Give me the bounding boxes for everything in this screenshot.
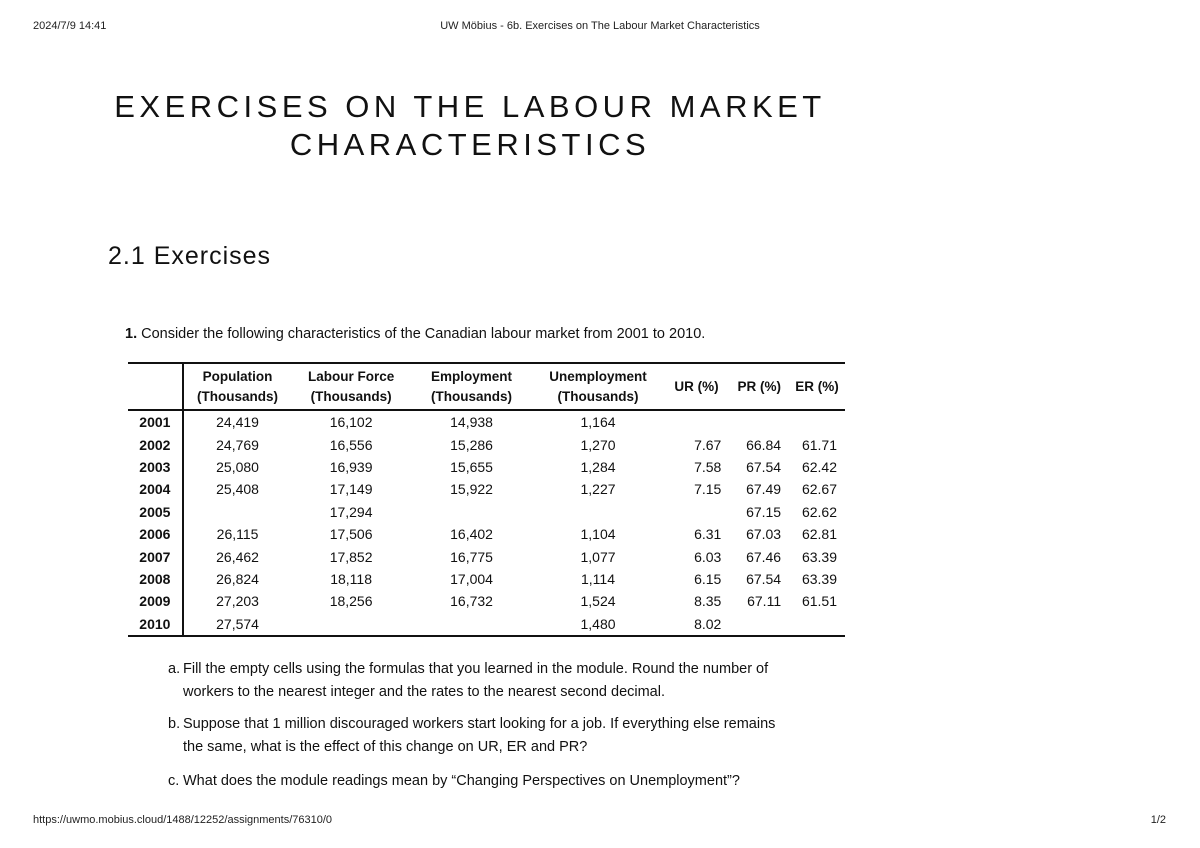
table-cell-er: 62.42 xyxy=(801,458,837,475)
subquestion-a-line2: workers to the nearest integer and the rates to the nearest second decimal. xyxy=(183,684,665,700)
subquestion-b-line2: the same, what is the effect of this change on UR, ER and PR? xyxy=(183,739,588,755)
table-header-pr: PR (%) xyxy=(729,363,789,410)
table-cell-year: 2001 xyxy=(128,410,183,433)
table-header-unemployment: Unemployment (Thousands) xyxy=(532,363,664,410)
table-cell-ur: 6.03 xyxy=(694,548,722,565)
table-cell-labour-force: 16,102 xyxy=(329,414,373,431)
subquestion-a-label: a. xyxy=(168,661,181,677)
table-cell-year: 2004 xyxy=(128,478,183,500)
table-cell-er xyxy=(789,613,845,636)
table-cell-pr: 67.15 xyxy=(746,503,782,520)
table-cell-employment: 16,732 xyxy=(450,593,493,610)
table-cell-pr: 67.49 xyxy=(746,481,782,498)
table-cell-year: 2009 xyxy=(128,590,183,612)
print-page-number: 1/2 xyxy=(1150,814,1166,826)
table-cell-population xyxy=(183,501,292,523)
table-cell-ur: 7.58 xyxy=(694,458,722,475)
table-cell-population: 26,462 xyxy=(216,548,259,565)
section-title: 2.1 Exercises xyxy=(108,242,272,270)
table-cell-unemployment: 1,227 xyxy=(580,481,616,498)
table-row xyxy=(128,545,845,567)
print-page-title: UW Möbius - 6b. Exercises on The Labour Market Characteristics xyxy=(440,20,760,32)
table-cell-population: 25,408 xyxy=(216,481,259,498)
table-cell-ur: 6.31 xyxy=(694,526,722,543)
page-title xyxy=(0,88,940,164)
table-cell-population: 24,419 xyxy=(216,414,259,431)
subquestion-a xyxy=(168,658,768,704)
table-cell-unemployment: 1,284 xyxy=(580,458,616,475)
table-row xyxy=(128,613,845,636)
question-1 xyxy=(125,326,705,342)
table-cell-year: 2003 xyxy=(128,456,183,478)
table-cell-er: 61.71 xyxy=(801,436,837,453)
table-cell-employment: 15,922 xyxy=(450,481,493,498)
table-header-ur: UR (%) xyxy=(664,363,730,410)
table-row xyxy=(128,501,845,523)
table-cell-employment: 15,655 xyxy=(450,458,493,475)
question-1-number: 1. xyxy=(125,326,138,342)
table-cell-ur: 8.02 xyxy=(664,613,730,636)
table-cell-pr: 67.54 xyxy=(746,570,782,587)
table-cell-year: 2007 xyxy=(128,545,183,567)
table-row xyxy=(128,590,845,612)
table-cell-unemployment: 1,164 xyxy=(580,414,616,431)
table-cell-pr: 66.84 xyxy=(746,436,782,453)
page-title-line1: EXERCISES ON THE LABOUR MARKET xyxy=(114,89,826,124)
table-cell-pr: 67.46 xyxy=(746,548,782,565)
table-cell-labour-force: 17,149 xyxy=(329,481,373,498)
table-cell-er: 62.81 xyxy=(801,526,837,543)
table-cell-year: 2008 xyxy=(128,568,183,590)
table-cell-population: 26,824 xyxy=(216,570,259,587)
table-header-population: Population (Thousands) xyxy=(183,363,292,410)
table-cell-labour-force: 18,256 xyxy=(329,593,373,610)
table-cell-labour-force: 16,939 xyxy=(329,458,373,475)
table-cell-year: 2005 xyxy=(128,501,183,523)
table-cell-unemployment: 1,114 xyxy=(581,570,615,587)
table-cell-er: 62.62 xyxy=(801,503,837,520)
table-cell-labour-force: 17,506 xyxy=(329,526,373,543)
table-cell-unemployment: 1,270 xyxy=(580,436,616,453)
table-cell-employment: 16,402 xyxy=(450,526,493,543)
table-cell-employment: 17,004 xyxy=(450,570,493,587)
print-url: https://uwmo.mobius.cloud/1488/12252/assignments/76310/0 xyxy=(33,814,333,826)
subquestion-a-line1: Fill the empty cells using the formulas that you learned in the module. Round the number of xyxy=(183,661,769,677)
table-cell-ur xyxy=(664,501,730,523)
table-cell-er: 63.39 xyxy=(801,570,837,587)
table-body xyxy=(128,410,845,636)
table-row xyxy=(128,410,845,433)
table-cell-population: 27,203 xyxy=(216,593,259,610)
table-cell-population: 25,080 xyxy=(216,458,259,475)
table-cell-pr xyxy=(729,410,789,433)
table-cell-pr xyxy=(729,613,789,636)
table-header-er: ER (%) xyxy=(789,363,845,410)
table-cell-unemployment: 1,104 xyxy=(580,526,616,543)
table-cell-pr: 67.03 xyxy=(746,526,782,543)
table-cell-employment: 16,775 xyxy=(450,548,493,565)
table-cell-employment: 15,286 xyxy=(450,436,493,453)
table-cell-ur: 7.15 xyxy=(694,481,722,498)
table-cell-pr: 67.54 xyxy=(746,458,782,475)
table-cell-er xyxy=(789,410,845,433)
table-cell-ur xyxy=(664,410,730,433)
print-date: 2024/7/9 14:41 xyxy=(33,20,107,32)
table-cell-employment xyxy=(411,501,532,523)
table-cell-unemployment: 1,077 xyxy=(580,548,616,565)
table-row xyxy=(128,456,845,478)
table-cell-ur: 7.67 xyxy=(694,436,722,453)
subquestion-b xyxy=(168,713,775,759)
table-cell-er: 62.67 xyxy=(801,481,837,498)
print-header xyxy=(0,20,1200,36)
table-cell-labour-force: 18,118 xyxy=(330,570,372,587)
table-cell-employment xyxy=(411,613,532,636)
table-row xyxy=(128,478,845,500)
table-cell-unemployment xyxy=(532,501,664,523)
page-title-line2: CHARACTERISTICS xyxy=(289,127,651,162)
table-header-labour-force: Labour Force (Thousands) xyxy=(291,363,410,410)
table-cell-unemployment: 1,480 xyxy=(532,613,664,636)
subquestion-b-label: b. xyxy=(168,716,181,732)
subquestion-c xyxy=(168,770,740,793)
print-footer xyxy=(0,814,1200,830)
table-header-row xyxy=(128,363,845,410)
table-row xyxy=(128,568,845,590)
table-cell-labour-force: 17,852 xyxy=(329,548,373,565)
table-cell-pr: 67.11 xyxy=(747,593,782,610)
table-cell-ur: 8.35 xyxy=(694,593,722,610)
table-cell-ur: 6.15 xyxy=(694,570,722,587)
table-row xyxy=(128,433,845,455)
table-header-employment: Employment (Thousands) xyxy=(411,363,532,410)
table-cell-population: 27,574 xyxy=(183,613,292,636)
table-cell-year: 2010 xyxy=(128,613,183,636)
table-header-year xyxy=(128,363,183,410)
table-cell-er: 63.39 xyxy=(801,548,837,565)
table-cell-labour-force xyxy=(291,613,410,636)
labour-market-table xyxy=(128,362,845,637)
table-cell-population: 26,115 xyxy=(216,526,259,543)
question-1-text: Consider the following characteristics of the Canadian labour market from 2001 to 2010. xyxy=(141,326,706,342)
table-cell-employment: 14,938 xyxy=(450,414,493,431)
table-cell-labour-force: 17,294 xyxy=(329,503,373,520)
table-cell-year: 2002 xyxy=(128,433,183,455)
subquestion-c-line1: What does the module readings mean by “Changing Perspectives on Unemployment”? xyxy=(183,773,740,789)
table-row xyxy=(128,523,845,545)
table-cell-er: 61.51 xyxy=(801,593,837,610)
table-cell-year: 2006 xyxy=(128,523,183,545)
subquestion-b-line1: Suppose that 1 million discouraged workers start looking for a job. If everything else remains xyxy=(183,716,776,732)
subquestion-c-label: c. xyxy=(168,773,180,789)
table-cell-population: 24,769 xyxy=(216,436,259,453)
table-cell-labour-force: 16,556 xyxy=(329,436,373,453)
table-cell-unemployment: 1,524 xyxy=(580,593,616,610)
